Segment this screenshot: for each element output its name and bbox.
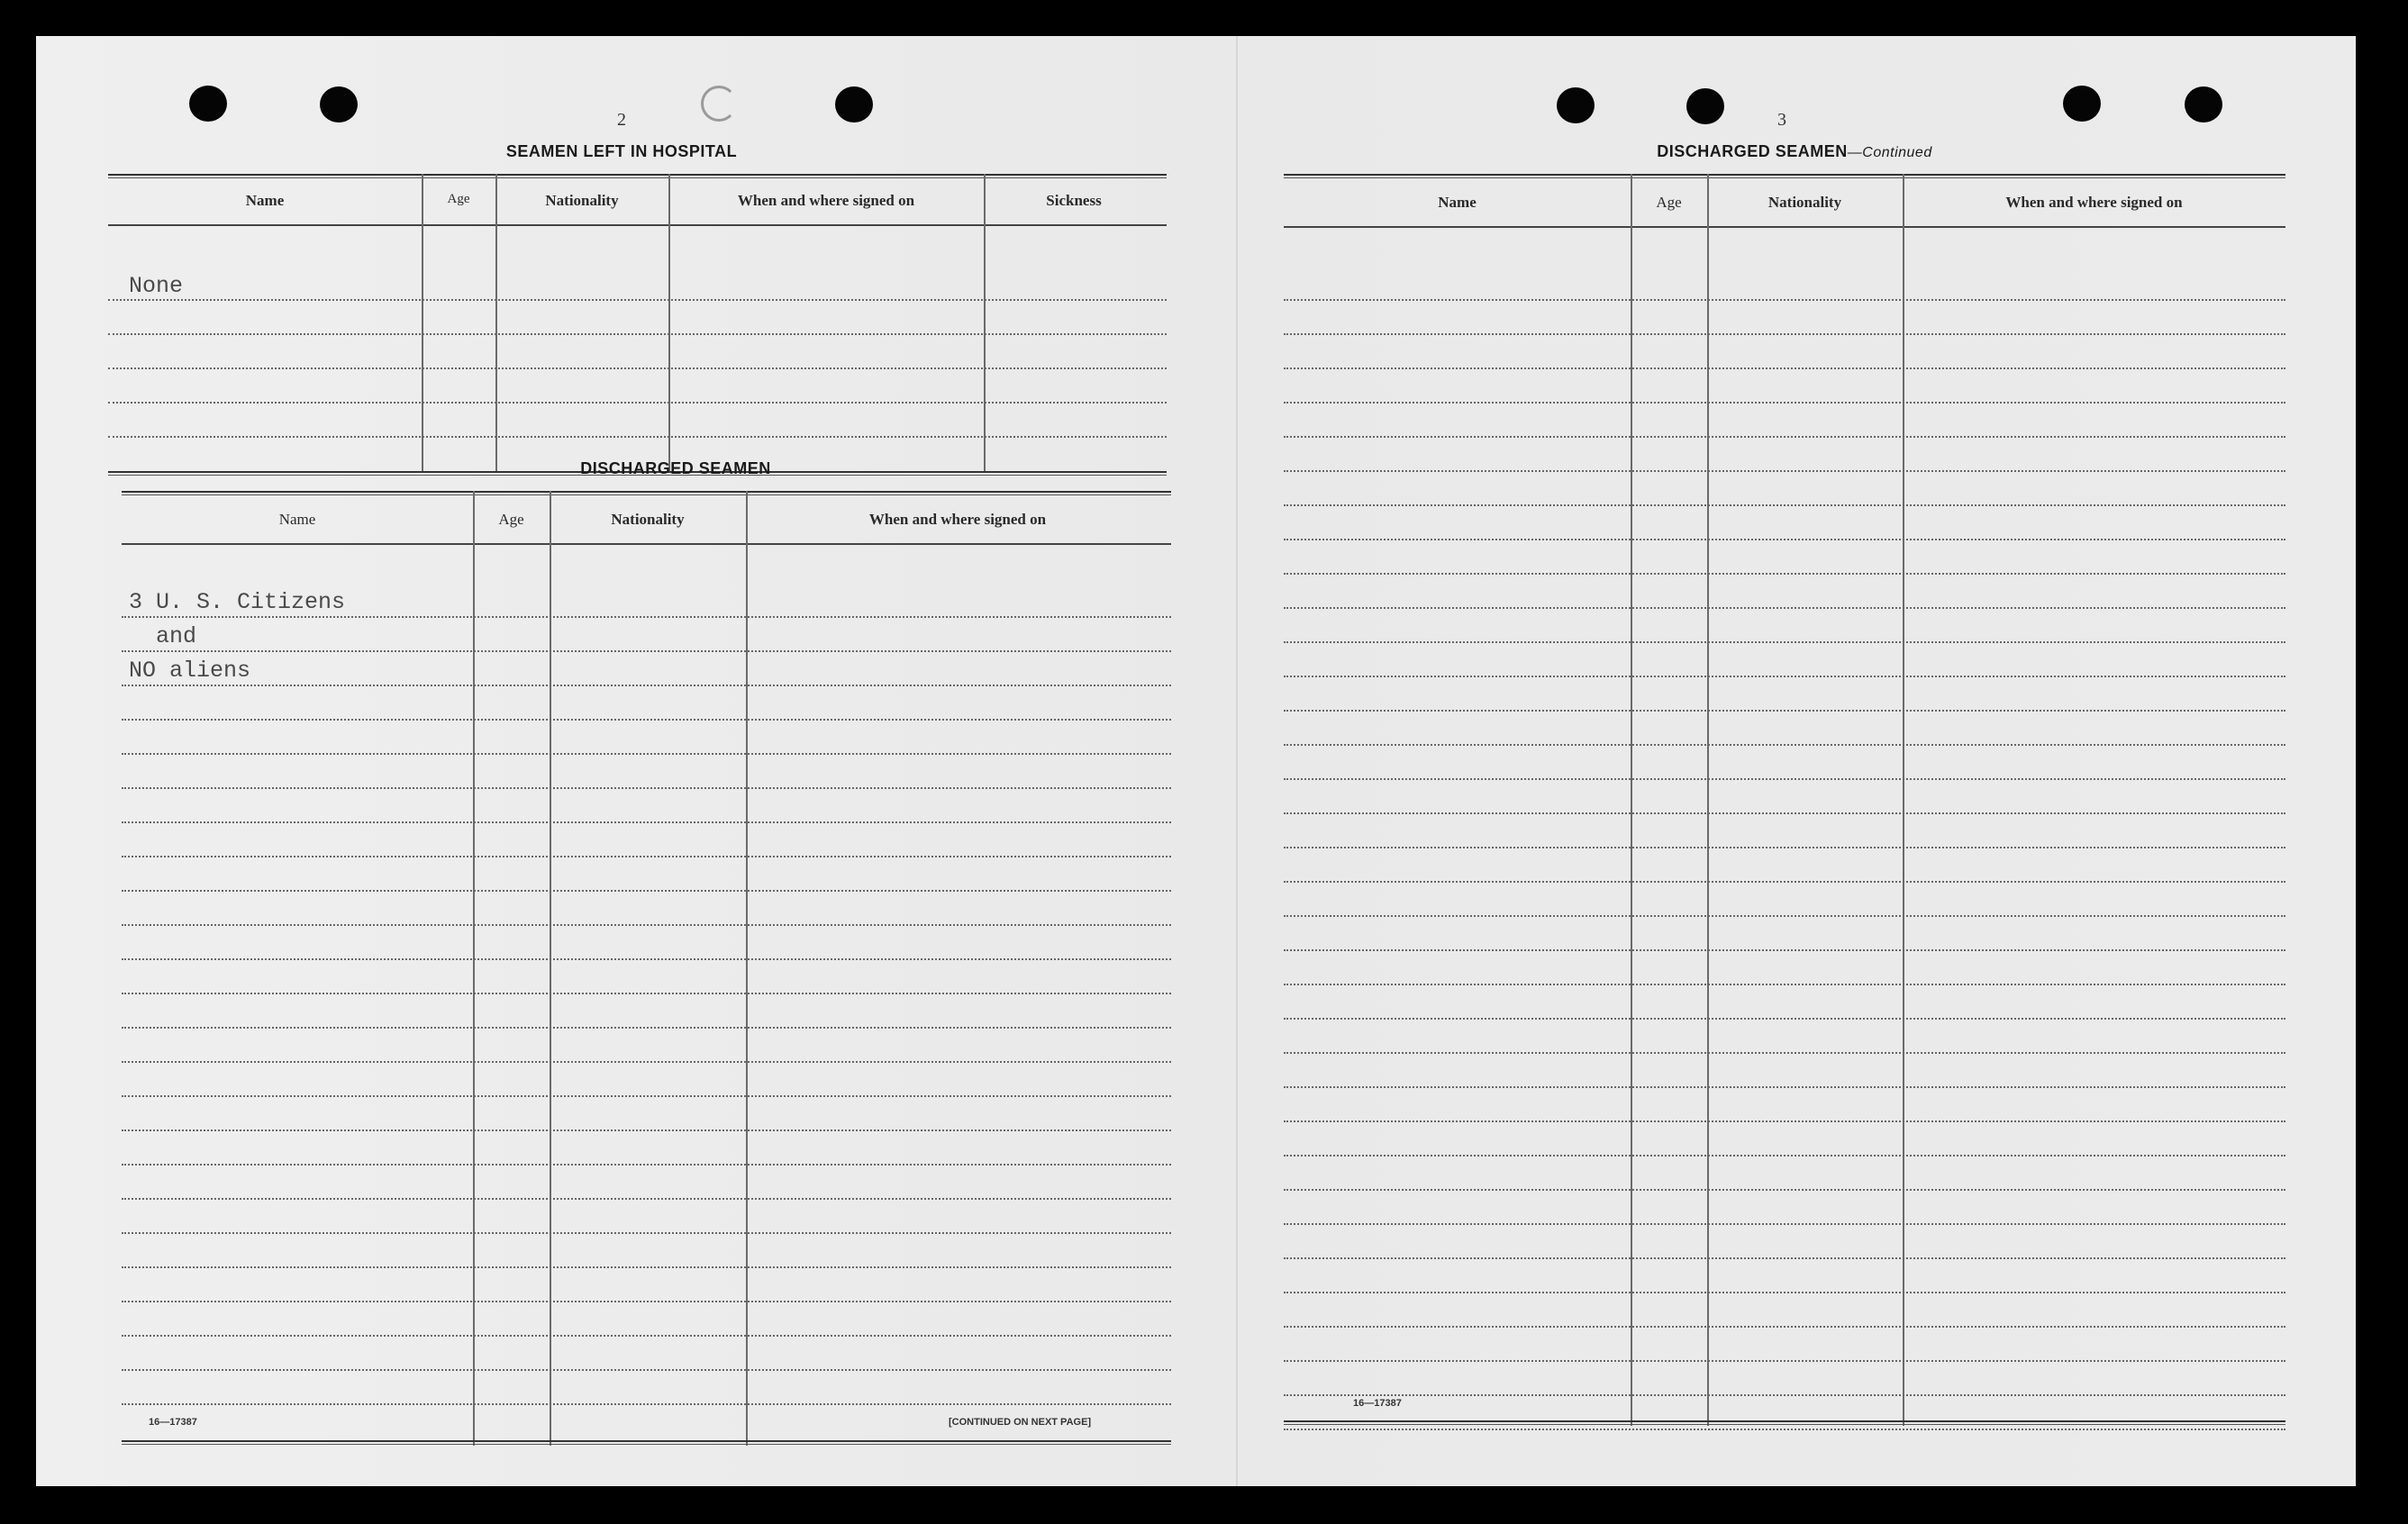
form-row-line bbox=[108, 333, 1167, 335]
form-row-line bbox=[122, 753, 1171, 755]
column-header-age: Age bbox=[498, 511, 524, 528]
form-row-line bbox=[1284, 778, 2285, 780]
discharged-continued-title bbox=[1506, 142, 2083, 161]
form-row-line bbox=[122, 890, 1171, 892]
form-row-line bbox=[1284, 436, 2285, 438]
form-row-line bbox=[1284, 470, 2285, 472]
form-row-line bbox=[122, 685, 1171, 686]
column-header-signed-on: When and where signed on bbox=[737, 192, 915, 209]
document-sheet bbox=[36, 36, 2356, 1486]
form-row-line bbox=[1284, 402, 2285, 404]
title-text: DISCHARGED SEAMEN bbox=[1657, 142, 1848, 160]
discharged-entry: NO aliens bbox=[129, 658, 251, 684]
form-row-line bbox=[1284, 949, 2285, 951]
form-row-line bbox=[1284, 710, 2285, 712]
form-row-line bbox=[122, 1369, 1171, 1371]
form-row-line bbox=[1284, 1189, 2285, 1191]
form-row-line bbox=[122, 787, 1171, 789]
form-row-line bbox=[1284, 915, 2285, 917]
hospital-entry: None bbox=[129, 273, 184, 299]
form-row-line bbox=[108, 299, 1167, 301]
form-row-line bbox=[1284, 333, 2285, 335]
hospital-table bbox=[108, 174, 1167, 444]
form-row-line bbox=[108, 367, 1167, 369]
form-row-line bbox=[1284, 367, 2285, 369]
form-row-line bbox=[1284, 1223, 2285, 1225]
form-row-line bbox=[122, 856, 1171, 857]
column-header-signed-on: When and where signed on bbox=[2005, 194, 2183, 211]
continued-note: [CONTINUED ON NEXT PAGE] bbox=[949, 1417, 1092, 1428]
column-header-nationality: Nationality bbox=[1767, 194, 1842, 211]
discharged-table bbox=[122, 491, 1171, 1446]
form-row-line bbox=[122, 616, 1171, 618]
discharged-entry: and bbox=[129, 623, 197, 649]
form-row-line bbox=[108, 402, 1167, 404]
column-header-age: Age bbox=[1656, 194, 1682, 211]
form-number: 16—17387 bbox=[1353, 1398, 1402, 1409]
column-header-name: Name bbox=[1438, 194, 1477, 211]
form-row-line bbox=[1284, 881, 2285, 883]
discharged-section-title: DISCHARGED SEAMEN bbox=[580, 459, 771, 477]
form-row-line bbox=[108, 436, 1167, 438]
form-row-line bbox=[1284, 1394, 2285, 1396]
form-row-line bbox=[1284, 676, 2285, 677]
form-row-line bbox=[122, 1403, 1171, 1405]
form-row-line bbox=[1284, 1052, 2285, 1054]
form-row-line bbox=[1284, 1155, 2285, 1157]
form-row-line bbox=[1284, 1429, 2285, 1430]
form-number: 16—17387 bbox=[149, 1417, 197, 1428]
column-header-name: Name bbox=[245, 192, 285, 209]
form-row-line bbox=[1284, 641, 2285, 643]
form-row-line bbox=[1284, 299, 2285, 301]
discharged-entry: 3 U. S. Citizens bbox=[129, 589, 346, 615]
form-row-line bbox=[1284, 573, 2285, 575]
right-page bbox=[1236, 36, 2356, 1486]
form-row-line bbox=[122, 1198, 1171, 1200]
form-row-line bbox=[122, 821, 1171, 823]
form-row-line bbox=[1284, 984, 2285, 985]
form-row-line bbox=[1284, 1086, 2285, 1088]
form-row-line bbox=[1284, 1018, 2285, 1020]
form-row-line bbox=[1284, 812, 2285, 814]
column-header-signed-on: When and where signed on bbox=[868, 511, 1047, 528]
form-row-line bbox=[122, 1027, 1171, 1029]
form-row-line bbox=[1284, 504, 2285, 506]
form-row-line bbox=[1284, 539, 2285, 540]
page-number: 3 bbox=[1777, 110, 1786, 130]
form-row-line bbox=[122, 1129, 1171, 1131]
form-row-line bbox=[122, 993, 1171, 994]
column-header-nationality: Nationality bbox=[545, 192, 619, 209]
form-row-line bbox=[122, 924, 1171, 926]
form-row-line bbox=[122, 1095, 1171, 1097]
form-row-line bbox=[1284, 1120, 2285, 1122]
form-row-line bbox=[122, 1164, 1171, 1166]
form-row-line bbox=[122, 650, 1171, 652]
form-row-line bbox=[1284, 607, 2285, 609]
form-row-line bbox=[122, 958, 1171, 960]
page-number: 2 bbox=[617, 110, 626, 130]
form-row-line bbox=[1284, 744, 2285, 746]
form-row-line bbox=[122, 1301, 1171, 1302]
column-header-sickness: Sickness bbox=[1046, 192, 1102, 209]
form-row-line bbox=[122, 719, 1171, 721]
form-row-line bbox=[122, 1061, 1171, 1063]
column-header-age: Age bbox=[447, 192, 470, 206]
form-row-line bbox=[1284, 847, 2285, 848]
form-bottom-rule bbox=[1284, 1420, 2285, 1425]
column-header-name: Name bbox=[278, 511, 316, 528]
form-row-line bbox=[1284, 1257, 2285, 1259]
hospital-section-title: SEAMEN LEFT IN HOSPITAL bbox=[505, 142, 738, 160]
form-row-line bbox=[1284, 1292, 2285, 1293]
form-row-line bbox=[122, 1232, 1171, 1234]
form-row-line bbox=[1284, 1326, 2285, 1328]
title-continued: —Continued bbox=[1847, 145, 1932, 160]
form-bottom-rule bbox=[122, 1440, 1171, 1445]
discharged-continued-table bbox=[1284, 174, 2285, 1426]
form-row-line bbox=[122, 1266, 1171, 1268]
form-row-line bbox=[122, 1335, 1171, 1337]
left-page bbox=[36, 36, 1236, 1486]
column-header-nationality: Nationality bbox=[611, 511, 685, 528]
form-row-line bbox=[1284, 1360, 2285, 1362]
